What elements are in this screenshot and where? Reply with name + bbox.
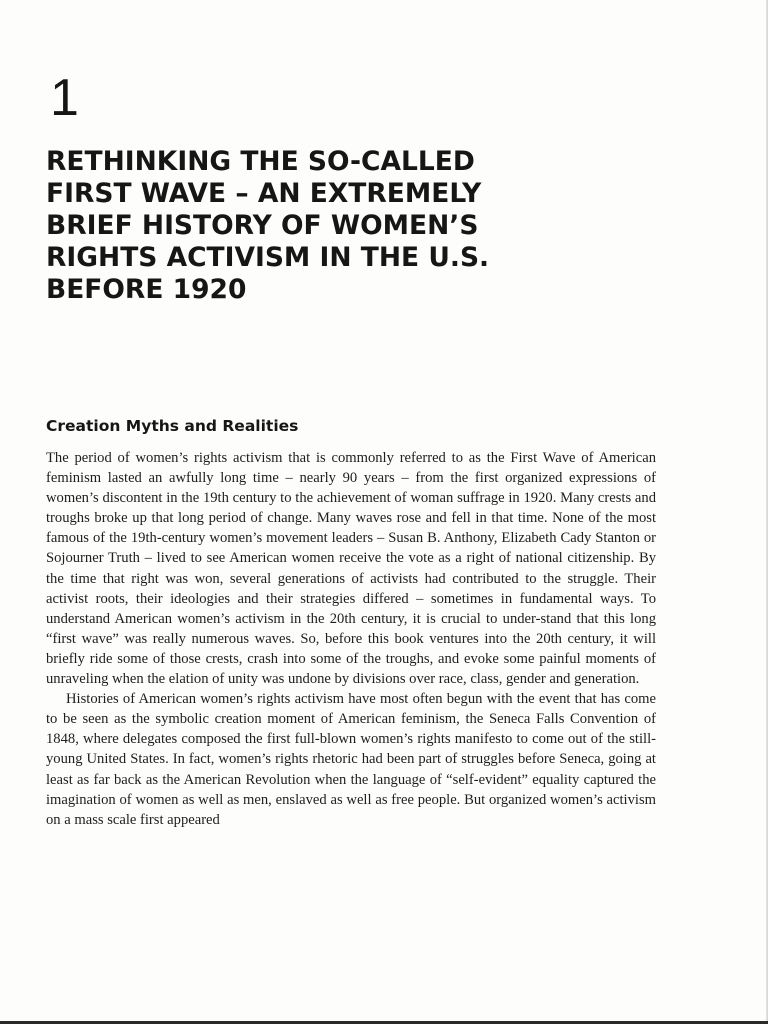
chapter-title-line: BRIEF HISTORY OF WOMEN’S — [46, 210, 479, 241]
chapter-title-line: RIGHTS ACTIVISM IN THE U.S. — [46, 242, 490, 273]
chapter-title-line: RETHINKING THE SO-CALLED — [46, 146, 475, 177]
chapter-title-line: BEFORE 1920 — [46, 274, 247, 305]
chapter-title — [46, 146, 646, 306]
paragraph: The period of women’s rights activism that is commonly referred to as the First Wave of American feminism lasted an awfully long time – nearly 90 years – from the first organized expressions of women’s discontent in the 19th century to the achievement of woman suffrage in 1920. Many crests and troughs broke up that long period of change. Many waves rose and fell in that time. None of the most famous of the 19th-century women’s movement leaders – Susan B. Anthony, Elizabeth Cady Stanton or Sojourner Truth – lived to see American women receive the vote as a right of national citizenship. By the time that right was won, several generations of activists had contributed to the struggle. Their activist roots, their ideologies and their strategies differed – sometimes in fundamental ways. To understand American women’s activism in the 20th century, it is crucial to under-stand that this long “first wave” was really numerous waves. So, before this book ventures into the 20th century, it will briefly ride some of those crests, crash into some of the troughs, and evoke some painful moments of unraveling when the elation of unity was undone by divisions over race, class, gender and generation. — [46, 450, 656, 688]
chapter-title-line: FIRST WAVE – AN EXTREMELY — [46, 178, 482, 209]
section-heading: Creation Myths and Realities — [46, 417, 299, 435]
body-text — [46, 448, 656, 830]
chapter-number: 1 — [50, 69, 79, 127]
paragraph: Histories of American women’s rights activism have most often begun with the event that has come to be seen as the symbolic creation moment of American feminism, the Seneca Falls Convention of 1848, where delegates composed the first full-blown women’s rights manifesto to come out of the still-young United States. In fact, women’s rights rhetoric had been part of struggles before Seneca, going at least as far back as the American Revolution when the language of “self-evident” equality captured the imagination of women as well as men, enslaved as well as free people. But organized women’s activism on a mass scale first appeared — [46, 691, 656, 828]
